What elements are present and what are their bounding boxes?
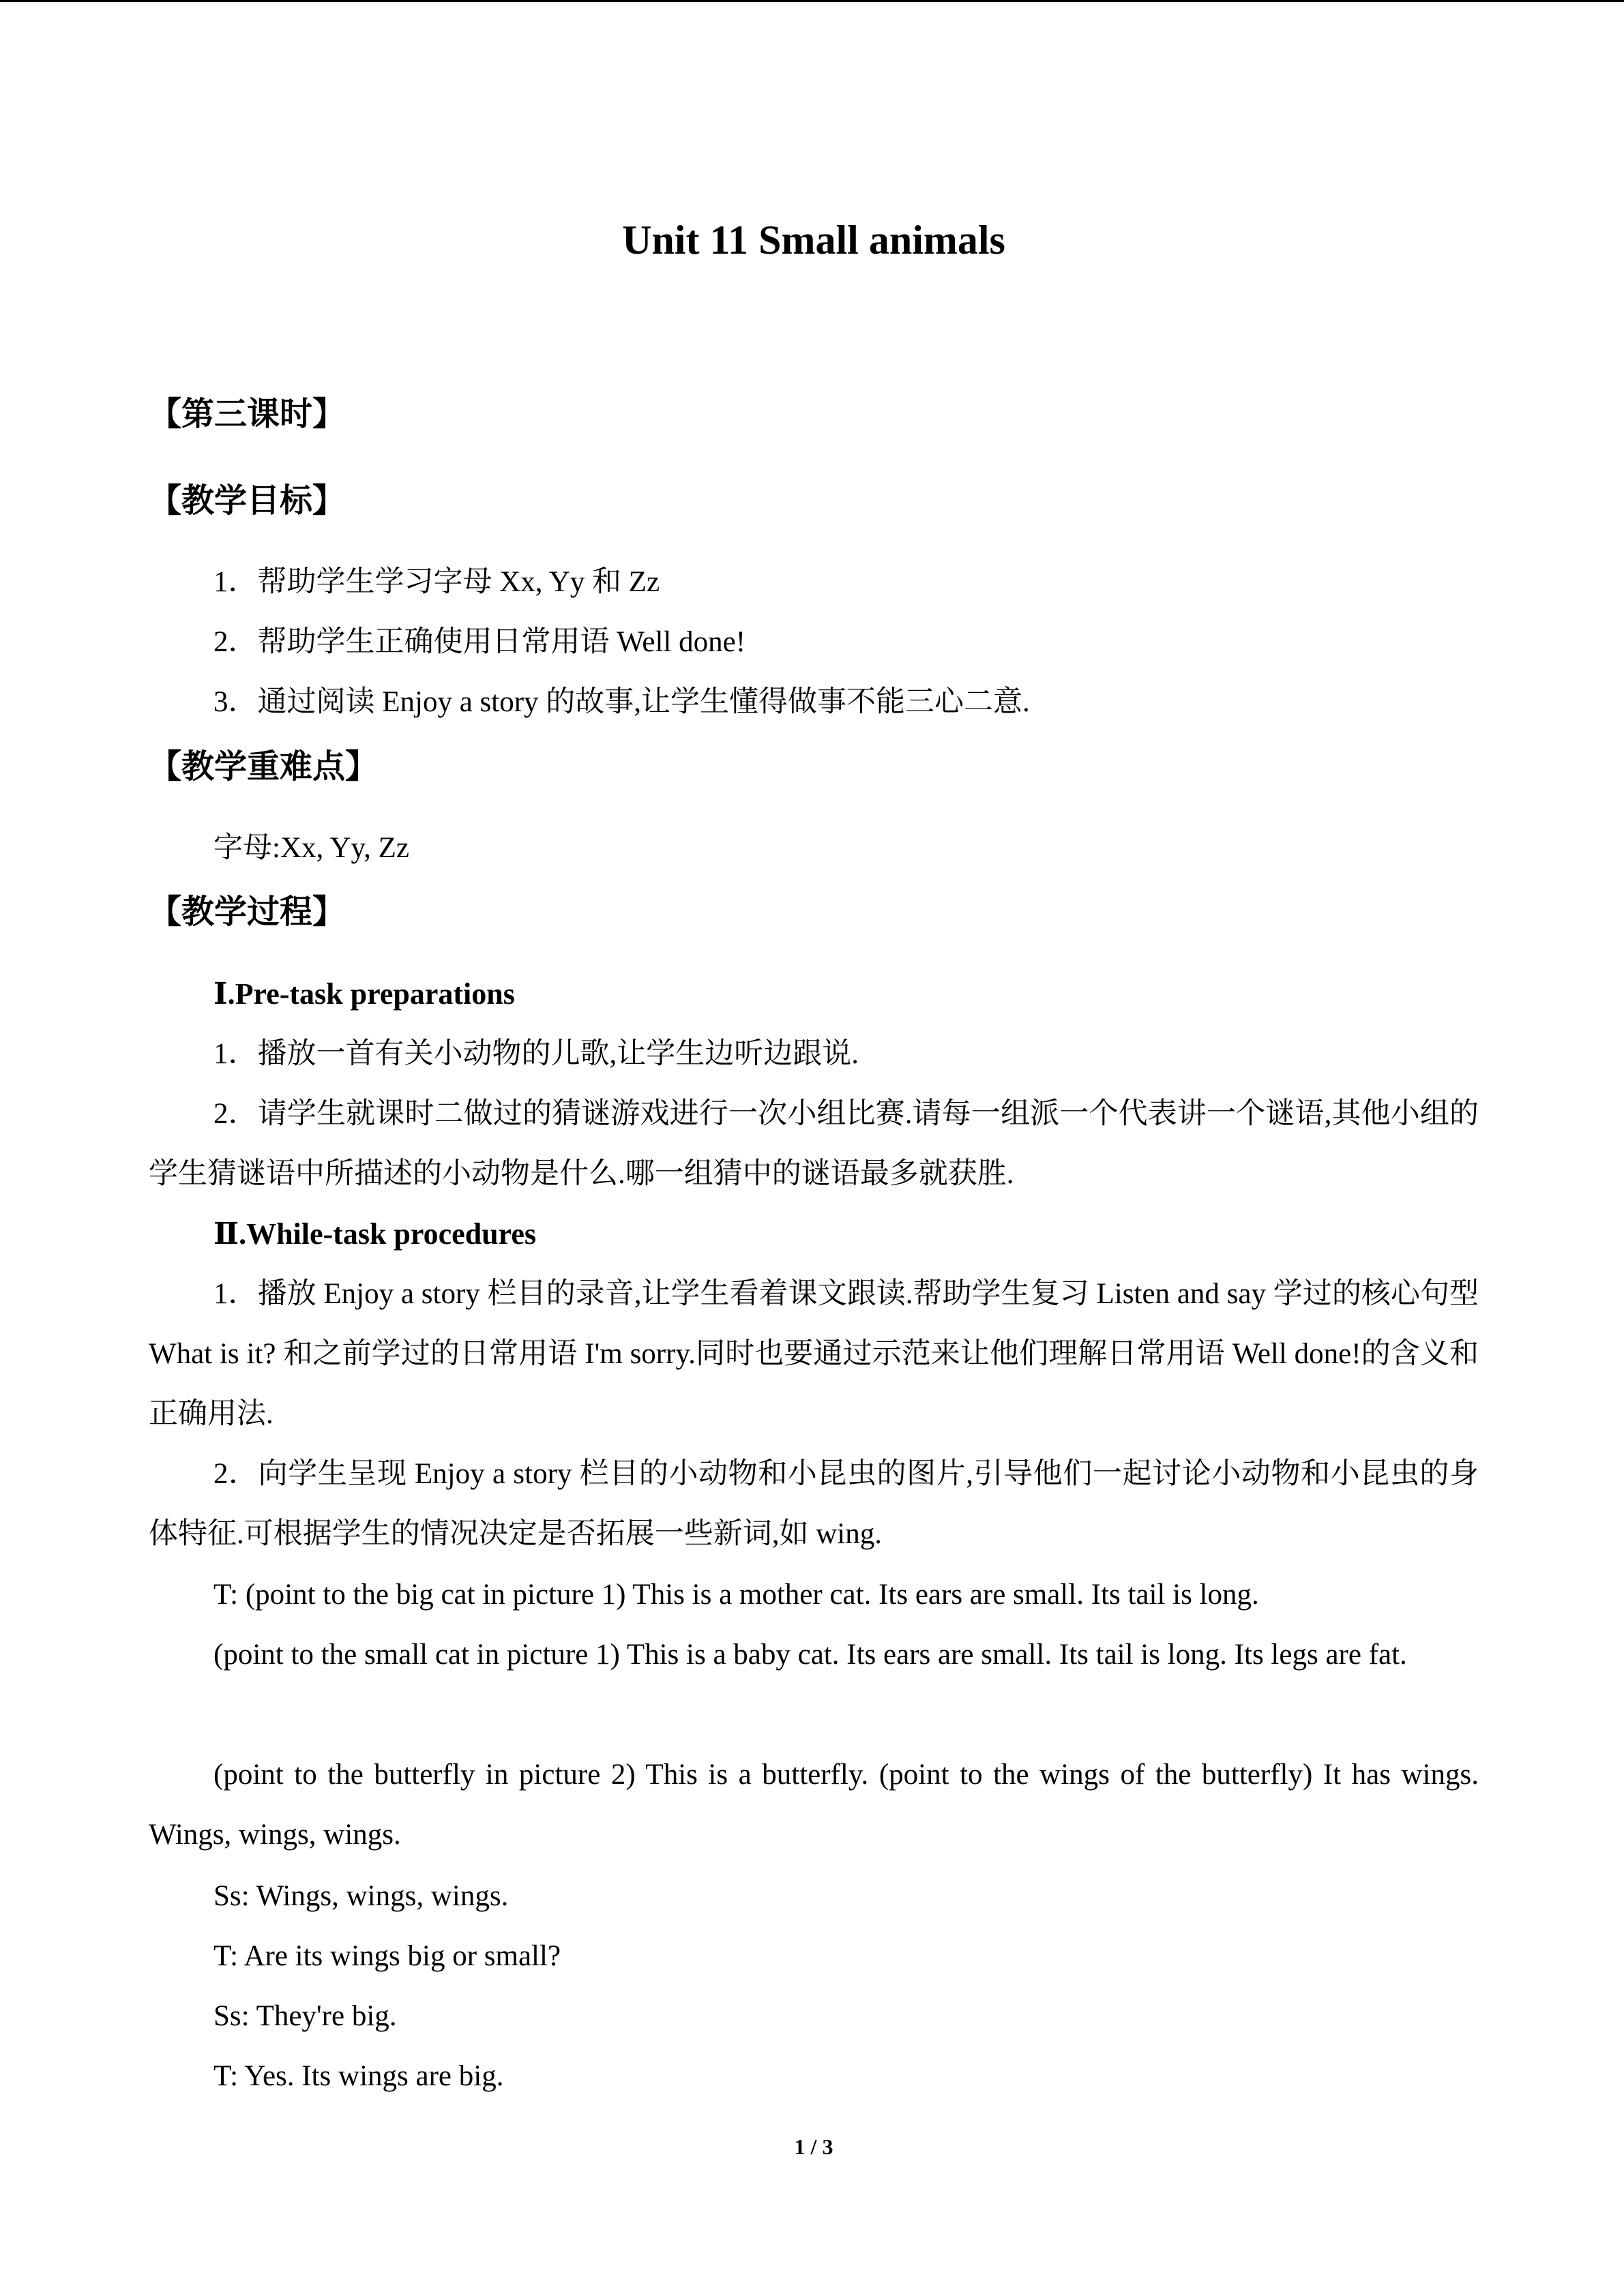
page-number: 1 / 3 — [794, 2134, 833, 2159]
while-task-item: 2．向学生呈现 Enjoy a story 栏目的小动物和小昆虫的图片,引导他们一起讨论小动物和小昆虫的身体特征.可根据学生的情况决定是否拓展一些新词,如 wing. — [149, 1458, 1479, 1550]
dialogue-line: (point to the small cat in picture 1) This is a baby cat. Its ears are small. Its tail is long. Its legs are fat. — [213, 1639, 1407, 1671]
objective-item: 1．帮助学生学习字母 Xx, Yy 和 Zz — [213, 566, 660, 598]
keypoints-text: 字母:Xx, Yy, Zz — [213, 832, 410, 864]
dialogue-line: Ss: Wings, wings, wings. — [213, 1880, 509, 1912]
objective-item: 3．通过阅读 Enjoy a story 的故事,让学生懂得做事不能三心二意. — [213, 686, 1030, 718]
document-title: Unit 11 Small animals — [622, 218, 1005, 263]
dialogue-line: (point to the butterfly in picture 2) This is a butterfly. (point to the wings of the butterfly) It has wings. Wings, wings, wings. — [149, 1759, 1479, 1851]
while-task-item: 1．播放 Enjoy a story 栏目的录音,让学生看着课文跟读.帮助学生复习 Listen and say 学过的核心句型 What is it? 和之前学过的日常用语 I'm sorry.同时也要通过示范来让他们理解日常用语 Well done!的含义和正确用法. — [149, 1278, 1479, 1430]
objective-item: 2．帮助学生正确使用日常用语 Well done! — [213, 626, 746, 658]
lesson-heading: 【第三课时】 — [149, 395, 346, 433]
dialogue-line: T: Are its wings big or small? — [213, 1940, 561, 1972]
process-heading: 【教学过程】 — [149, 893, 346, 931]
dialogue-line: Ss: They're big. — [213, 2000, 397, 2032]
while-task-heading: Ⅱ.While-task procedures — [213, 1217, 537, 1251]
document-page — [149, 0, 1479, 2296]
dialogue-line: T: (point to the big cat in picture 1) This is a mother cat. Its ears are small. Its tail is long. — [213, 1579, 1259, 1611]
pre-task-item: 2．请学生就课时二做过的猜谜游戏进行一次小组比赛.请每一组派一个代表讲一个谜语,其他小组的学生猜谜语中所描述的小动物是什么.哪一组猜中的谜语最多就获胜. — [149, 1098, 1479, 1190]
pre-task-heading: Ⅰ.Pre-task preparations — [213, 977, 515, 1011]
objectives-heading: 【教学目标】 — [149, 481, 346, 520]
pre-task-item: 1．播放一首有关小动物的儿歌,让学生边听边跟说. — [213, 1038, 859, 1070]
keypoints-heading: 【教学重难点】 — [149, 747, 379, 786]
dialogue-line: T: Yes. Its wings are big. — [213, 2060, 504, 2092]
